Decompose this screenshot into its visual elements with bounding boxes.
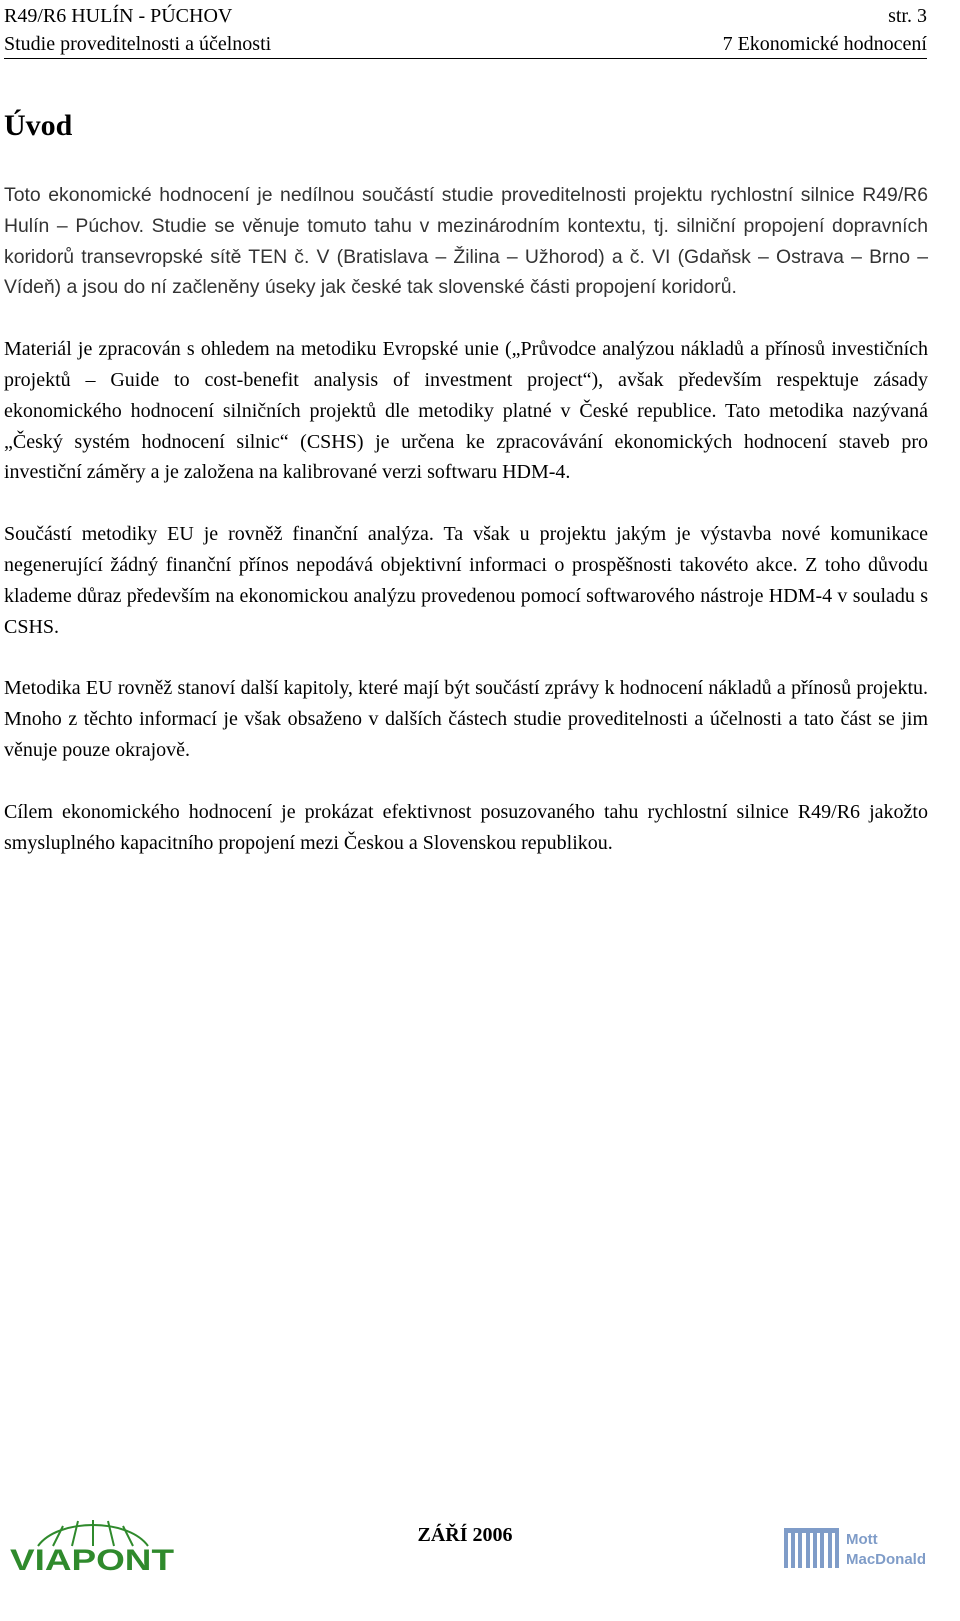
paragraph-financial-analysis: Součástí metodiky EU je rovněž finanční analýza. Ta však u projektu jakým je výstavba nové komunikace negenerující žádný finanční přínos nepodává objektivní informaci o prospěšnosti takovéto akce. Z toho důvodu klademe důraz především na ekonomickou analýzu provedenou pomocí softwarového nástroje HDM-4 v souladu s CSHS.: [4, 523, 928, 638]
mott-logo-line2: MacDonald: [846, 1551, 927, 1568]
page-header: [4, 2, 927, 59]
footer-date: ZÁŘÍ 2006: [417, 1524, 513, 1546]
mott-logo-line1: Mott: [846, 1531, 878, 1548]
header-top-row: [4, 2, 927, 30]
page-footer: [0, 1512, 960, 1621]
paragraph-intro: Toto ekonomické hodnocení je nedílnou součástí studie proveditelnosti projektu rychlostní silnice R49/R6 Hulín – Púchov. Studie se věnuje tomuto tahu v mezinárodním kontextu, tj. silniční propojení dopravních koridorů transevropské sítě TEN č. V (Bratislava – Žilina – Užhorod) a č. VI (Gdaňsk – Ostrava – Brno – Vídeň) a jsou do ní začleněny úseky jak české tak slovenské části propojení koridorů.: [4, 184, 928, 299]
header-divider: [4, 58, 927, 59]
viapont-logo-text: VIAPONT: [10, 1544, 174, 1576]
page-number: str. 3: [888, 5, 927, 27]
mott-macdonald-logo: [782, 1522, 930, 1574]
section-title: Úvod: [4, 109, 73, 142]
paragraph-methodology: Materiál je zpracován s ohledem na metodiku Evropské unie („Průvodce analýzou nákladů a přínosů investičních projektů – Guide to cost-benefit analysis of investment project“), avšak především respektuje zásady ekonomického hodnocení silničních projektů dle metodiky platné v České republice. Tato metodika nazývaná „Český systém hodnocení silnic“ (CSHS) je určena ke zpracovávání ekonomických hodnocení staveb pro investiční záměry a je založena na kalibrované verzi softwaru HDM-4.: [4, 338, 928, 484]
document-body: [4, 180, 928, 889]
header-bottom-row: [4, 30, 927, 58]
chapter-name: 7 Ekonomické hodnocení: [722, 33, 927, 55]
paragraph-eu-chapters: Metodika EU rovněž stanoví další kapitoly, které mají být součástí zprávy k hodnocení nákladů a přínosů projektu. Mnoho z těchto informací je však obsaženo v dalších částech studie proveditelnosti a účelnosti a tato část se jim věnuje pouze okrajově.: [4, 677, 928, 761]
study-name: Studie proveditelnosti a účelnosti: [4, 33, 272, 55]
paragraph-goal: Cílem ekonomického hodnocení je prokázat efektivnost posuzovaného tahu rychlostní silnice R49/R6 jakožto smysluplného kapacitního propojení mezi Českou a Slovenskou republikou.: [4, 800, 928, 854]
project-name: R49/R6 HULÍN - PÚCHOV: [4, 5, 233, 27]
